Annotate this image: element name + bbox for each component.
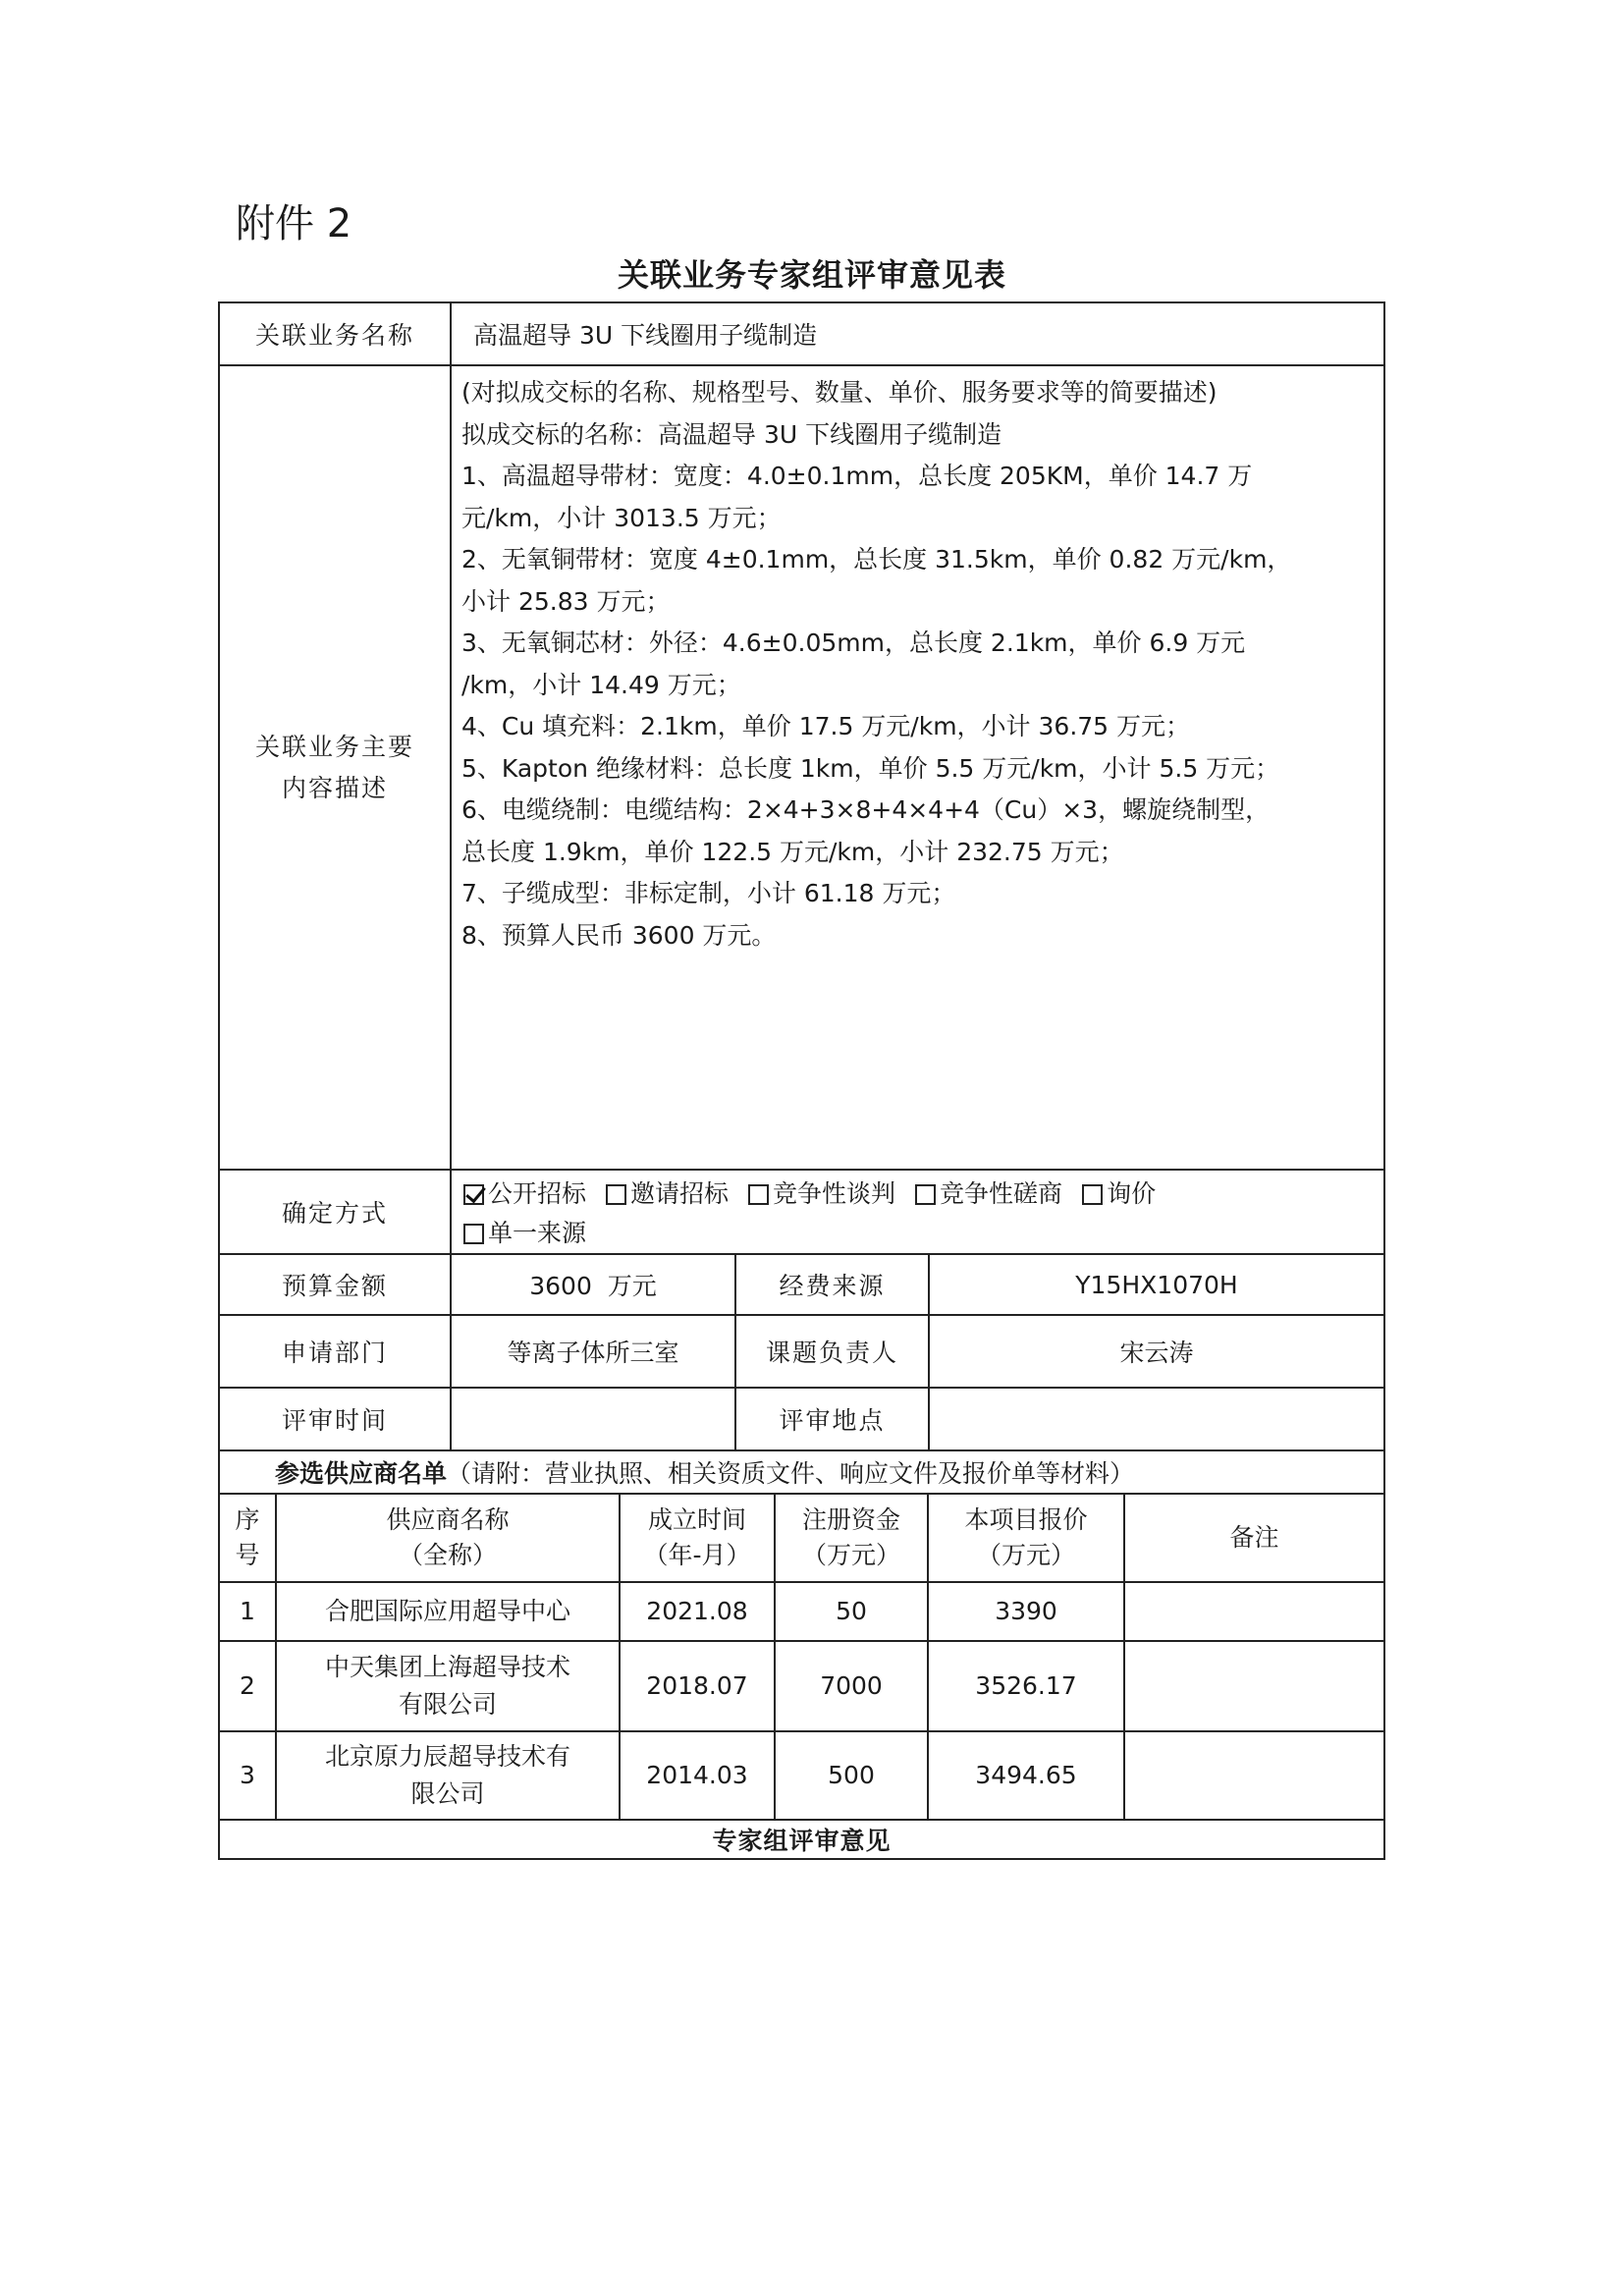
checkbox-icon[interactable] bbox=[463, 1184, 484, 1205]
method-option-label: 询价 bbox=[1107, 1179, 1157, 1208]
suppliers-heading-row bbox=[218, 1449, 1385, 1495]
method-label: 确定方式 bbox=[218, 1169, 452, 1255]
description-line: 7、子缆成型：非标定制，小计 61.18 万元； bbox=[461, 879, 956, 907]
suppliers-heading: 参选供应商名单 bbox=[275, 1459, 448, 1488]
expert-opinion-header: 专家组评审意见 bbox=[218, 1819, 1385, 1860]
checkbox-icon[interactable] bbox=[748, 1184, 769, 1205]
budget-value: 3600 万元 bbox=[450, 1253, 736, 1316]
funding-value: Y15HX1070H bbox=[928, 1253, 1385, 1316]
table-cell-no: 2 bbox=[218, 1640, 277, 1732]
main-content-description bbox=[450, 364, 1385, 1171]
table-cell-no: 3 bbox=[218, 1730, 277, 1821]
table-header-cell: 序 号 bbox=[218, 1493, 277, 1583]
method-option-label: 邀请招标 bbox=[630, 1179, 730, 1208]
table-cell-remark bbox=[1123, 1730, 1385, 1821]
table-cell-remark bbox=[1123, 1581, 1385, 1642]
leader-value: 宋云涛 bbox=[928, 1314, 1385, 1389]
method-option[interactable] bbox=[463, 1179, 586, 1208]
table-header-cell: 备注 bbox=[1123, 1493, 1385, 1583]
department-value: 等离子体所三室 bbox=[450, 1314, 736, 1389]
description-line: 4、Cu 填充料：2.1km，单价 17.5 万元/km，小计 36.75 万元； bbox=[461, 712, 1191, 740]
table-cell-quote: 3526.17 bbox=[927, 1640, 1125, 1732]
checkbox-icon[interactable] bbox=[606, 1184, 626, 1205]
description-line: 拟成交标的名称：高温超导 3U 下线圈用子缆制造 bbox=[461, 419, 1002, 449]
description-line: 元/km，小计 3013.5 万元； bbox=[461, 503, 782, 532]
form-title: 关联业务专家组评审意见表 bbox=[617, 256, 1006, 294]
method-option[interactable] bbox=[1082, 1179, 1156, 1208]
business-name-value: 高温超导 3U 下线圈用子缆制造 bbox=[450, 301, 1385, 366]
method-options bbox=[450, 1169, 1385, 1255]
table-cell-founded: 2014.03 bbox=[619, 1730, 776, 1821]
table-cell-name: 中天集团上海超导技术 有限公司 bbox=[275, 1640, 621, 1732]
table-cell-remark bbox=[1123, 1640, 1385, 1732]
description-line: /km，小计 14.49 万元； bbox=[461, 670, 741, 699]
review-place-value bbox=[928, 1387, 1385, 1451]
table-cell-founded: 2018.07 bbox=[619, 1640, 776, 1732]
method-option[interactable] bbox=[915, 1179, 1062, 1208]
table-cell-quote: 3494.65 bbox=[927, 1730, 1125, 1821]
table-cell-capital: 50 bbox=[774, 1581, 929, 1642]
method-option[interactable] bbox=[748, 1179, 895, 1208]
suppliers-note: （请附：营业执照、相关资质文件、响应文件及报价单等材料） bbox=[447, 1459, 1135, 1488]
table-header-cell: 供应商名称 （全称） bbox=[275, 1493, 621, 1583]
description-line: 5、Kapton 绝缘材料：总长度 1km，单价 5.5 万元/km，小计 5.5 万元； bbox=[461, 753, 1280, 783]
review-time-value bbox=[450, 1387, 736, 1451]
attachment-label: 附件 2 bbox=[236, 201, 352, 246]
method-option-label: 竞争性磋商 bbox=[940, 1179, 1063, 1208]
funding-label: 经费来源 bbox=[734, 1253, 930, 1316]
checkbox-icon[interactable] bbox=[1082, 1184, 1103, 1205]
table-cell-capital: 7000 bbox=[774, 1640, 929, 1732]
description-line: 8、预算人民币 3600 万元。 bbox=[461, 920, 777, 950]
table-header-cell: 本项目报价 （万元） bbox=[927, 1493, 1125, 1583]
review-place-label: 评审地点 bbox=[734, 1387, 930, 1451]
table-header-cell: 成立时间 （年-月） bbox=[619, 1493, 776, 1583]
budget-label: 预算金额 bbox=[218, 1253, 452, 1316]
table-cell-no: 1 bbox=[218, 1581, 277, 1642]
checkbox-icon[interactable] bbox=[915, 1184, 936, 1205]
description-line: (对拟成交标的名称、规格型号、数量、单价、服务要求等的简要描述) bbox=[461, 378, 1218, 407]
table-cell-founded: 2021.08 bbox=[619, 1581, 776, 1642]
table-header-cell: 注册资金 （万元） bbox=[774, 1493, 929, 1583]
checkbox-icon[interactable] bbox=[463, 1224, 484, 1244]
table-cell-name: 北京原力辰超导技术有 限公司 bbox=[275, 1730, 621, 1821]
method-option-label: 公开招标 bbox=[488, 1179, 587, 1208]
main-content-label: 关联业务主要 内容描述 bbox=[218, 364, 452, 1171]
method-option-label: 竞争性谈判 bbox=[773, 1179, 896, 1208]
description-line: 总长度 1.9km，单价 122.5 万元/km，小计 232.75 万元； bbox=[461, 837, 1124, 866]
review-time-label: 评审时间 bbox=[218, 1387, 452, 1451]
description-line: 3、无氧铜芯材：外径：4.6±0.05mm，总长度 2.1km，单价 6.9 万元 bbox=[461, 629, 1246, 657]
method-option-label: 单一来源 bbox=[488, 1219, 587, 1247]
method-option[interactable] bbox=[463, 1219, 586, 1247]
leader-label: 课题负责人 bbox=[734, 1314, 930, 1389]
description-line: 6、电缆绕制：电缆结构：2×4+3×8+4×4+4（Cu）×3，螺旋绕制型， bbox=[461, 795, 1271, 824]
description-line: 1、高温超导带材：宽度：4.0±0.1mm，总长度 205KM，单价 14.7 万 bbox=[461, 462, 1253, 490]
table-cell-quote: 3390 bbox=[927, 1581, 1125, 1642]
description-line: 2、无氧铜带材：宽度 4±0.1mm，总长度 31.5km，单价 0.82 万元/km， bbox=[461, 545, 1292, 574]
table-cell-name: 合肥国际应用超导中心 bbox=[275, 1581, 621, 1642]
method-option[interactable] bbox=[606, 1179, 729, 1208]
business-name-label: 关联业务名称 bbox=[218, 301, 452, 366]
description-line: 小计 25.83 万元； bbox=[461, 586, 671, 616]
table-cell-capital: 500 bbox=[774, 1730, 929, 1821]
department-label: 申请部门 bbox=[218, 1314, 452, 1389]
